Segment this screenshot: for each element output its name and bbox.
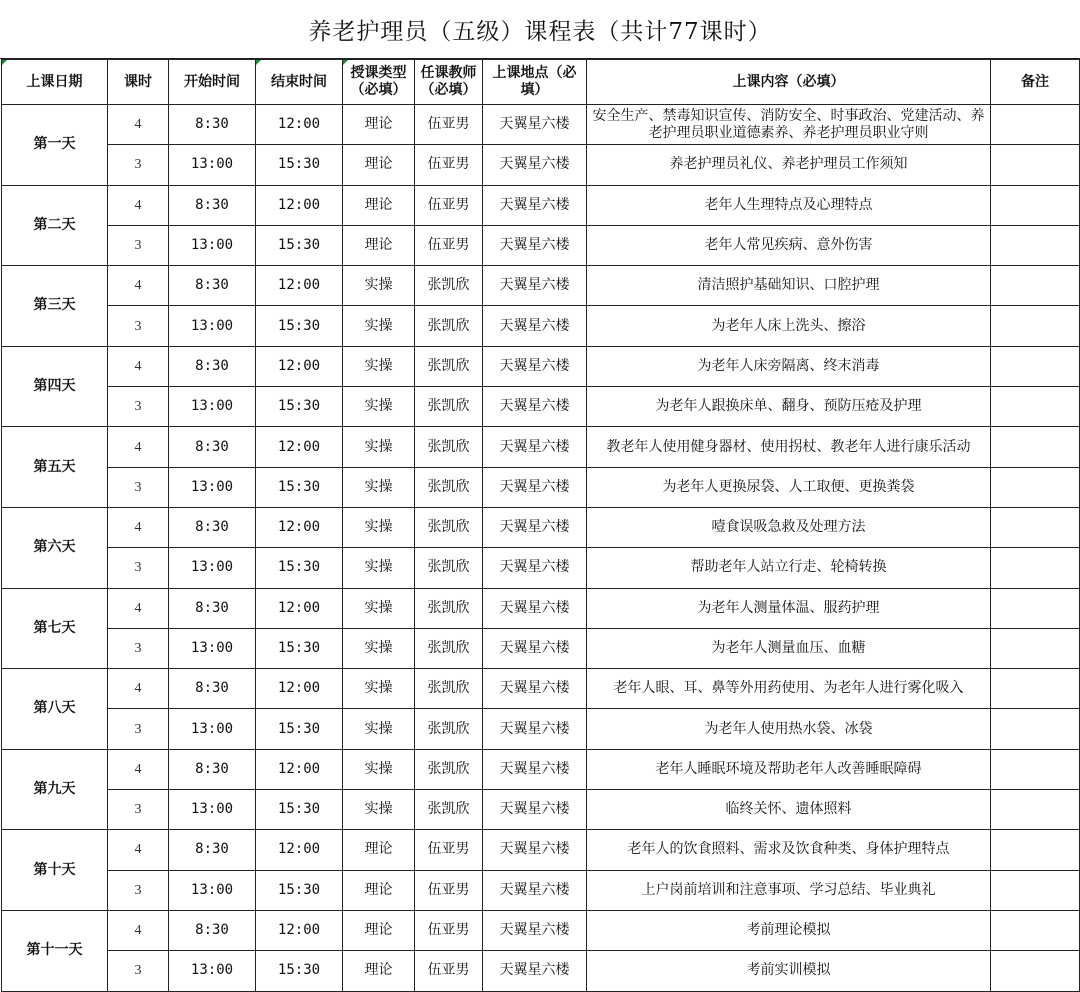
hours-cell: 3 bbox=[108, 548, 169, 588]
hours-cell: 3 bbox=[108, 145, 169, 185]
remarks-cell bbox=[991, 266, 1080, 306]
type-cell: 实操 bbox=[343, 306, 415, 346]
end-cell: 15:30 bbox=[256, 387, 343, 427]
hours-cell: 4 bbox=[108, 910, 169, 950]
hours-cell: 4 bbox=[108, 185, 169, 225]
day-label: 第七天 bbox=[2, 588, 108, 669]
remarks-cell bbox=[991, 588, 1080, 628]
hours-cell: 3 bbox=[108, 467, 169, 507]
table-row bbox=[2, 467, 1080, 507]
location-cell: 天翼星六楼 bbox=[483, 467, 587, 507]
start-cell: 13:00 bbox=[169, 951, 256, 991]
teacher-cell: 伍亚男 bbox=[415, 225, 483, 265]
teacher-cell: 张凯欣 bbox=[415, 467, 483, 507]
teacher-cell: 张凯欣 bbox=[415, 709, 483, 749]
header-start: 开始时间 bbox=[169, 60, 256, 105]
end-cell: 12:00 bbox=[256, 507, 343, 547]
start-cell: 8:30 bbox=[169, 749, 256, 789]
remarks-cell bbox=[991, 105, 1080, 145]
type-cell: 实操 bbox=[343, 790, 415, 830]
table-row bbox=[2, 790, 1080, 830]
type-cell: 实操 bbox=[343, 387, 415, 427]
header-location: 上课地点（必填） bbox=[483, 60, 587, 105]
content-cell: 噎食误吸急救及处理方法 bbox=[587, 507, 991, 547]
remarks-cell bbox=[991, 145, 1080, 185]
start-cell: 13:00 bbox=[169, 790, 256, 830]
remarks-cell bbox=[991, 507, 1080, 547]
end-cell: 15:30 bbox=[256, 145, 343, 185]
table-row bbox=[2, 225, 1080, 265]
type-cell: 理论 bbox=[343, 910, 415, 950]
page-title: 养老护理员（五级）课程表（共计77课时） bbox=[0, 0, 1080, 59]
type-cell: 实操 bbox=[343, 346, 415, 386]
remarks-cell bbox=[991, 225, 1080, 265]
teacher-cell: 张凯欣 bbox=[415, 387, 483, 427]
day-label: 第五天 bbox=[2, 427, 108, 508]
content-cell: 为老年人跟换床单、翻身、预防压疮及护理 bbox=[587, 387, 991, 427]
start-cell: 13:00 bbox=[169, 145, 256, 185]
day-label: 第一天 bbox=[2, 105, 108, 186]
remarks-cell bbox=[991, 749, 1080, 789]
content-cell: 为老年人使用热水袋、冰袋 bbox=[587, 709, 991, 749]
content-cell: 为老年人测量体温、服药护理 bbox=[587, 588, 991, 628]
type-cell: 理论 bbox=[343, 225, 415, 265]
end-cell: 12:00 bbox=[256, 427, 343, 467]
content-cell: 上户岗前培训和注意事项、学习总结、毕业典礼 bbox=[587, 870, 991, 910]
teacher-cell: 张凯欣 bbox=[415, 548, 483, 588]
table-row bbox=[2, 306, 1080, 346]
teacher-cell: 伍亚男 bbox=[415, 105, 483, 145]
day-label: 第十天 bbox=[2, 830, 108, 911]
location-cell: 天翼星六楼 bbox=[483, 427, 587, 467]
location-cell: 天翼星六楼 bbox=[483, 709, 587, 749]
end-cell: 12:00 bbox=[256, 266, 343, 306]
end-cell: 12:00 bbox=[256, 588, 343, 628]
hours-cell: 3 bbox=[108, 225, 169, 265]
type-cell: 实操 bbox=[343, 548, 415, 588]
table-row bbox=[2, 709, 1080, 749]
type-cell: 实操 bbox=[343, 427, 415, 467]
type-cell: 实操 bbox=[343, 588, 415, 628]
location-cell: 天翼星六楼 bbox=[483, 507, 587, 547]
start-cell: 13:00 bbox=[169, 548, 256, 588]
hours-cell: 4 bbox=[108, 507, 169, 547]
hours-cell: 3 bbox=[108, 709, 169, 749]
hours-cell: 4 bbox=[108, 105, 169, 145]
remarks-cell bbox=[991, 387, 1080, 427]
location-cell: 天翼星六楼 bbox=[483, 145, 587, 185]
remarks-cell bbox=[991, 185, 1080, 225]
remarks-cell bbox=[991, 669, 1080, 709]
hours-cell: 3 bbox=[108, 306, 169, 346]
content-cell: 老年人眼、耳、鼻等外用药使用、为老年人进行雾化吸入 bbox=[587, 669, 991, 709]
end-cell: 12:00 bbox=[256, 669, 343, 709]
day-label: 第三天 bbox=[2, 266, 108, 347]
remarks-cell bbox=[991, 790, 1080, 830]
end-cell: 15:30 bbox=[256, 628, 343, 668]
table-row bbox=[2, 870, 1080, 910]
hours-cell: 3 bbox=[108, 628, 169, 668]
table-row bbox=[2, 830, 1080, 870]
type-cell: 实操 bbox=[343, 467, 415, 507]
end-cell: 12:00 bbox=[256, 346, 343, 386]
teacher-cell: 张凯欣 bbox=[415, 346, 483, 386]
start-cell: 13:00 bbox=[169, 387, 256, 427]
header-date: 上课日期 bbox=[2, 60, 108, 105]
schedule-table bbox=[1, 59, 1080, 992]
type-cell: 实操 bbox=[343, 628, 415, 668]
end-cell: 12:00 bbox=[256, 910, 343, 950]
location-cell: 天翼星六楼 bbox=[483, 790, 587, 830]
location-cell: 天翼星六楼 bbox=[483, 870, 587, 910]
location-cell: 天翼星六楼 bbox=[483, 387, 587, 427]
teacher-cell: 张凯欣 bbox=[415, 669, 483, 709]
hours-cell: 4 bbox=[108, 346, 169, 386]
day-label: 第十一天 bbox=[2, 910, 108, 991]
remarks-cell bbox=[991, 910, 1080, 950]
content-cell: 为老年人床上洗头、擦浴 bbox=[587, 306, 991, 346]
start-cell: 13:00 bbox=[169, 225, 256, 265]
start-cell: 8:30 bbox=[169, 185, 256, 225]
table-row bbox=[2, 749, 1080, 789]
start-cell: 8:30 bbox=[169, 346, 256, 386]
start-cell: 8:30 bbox=[169, 427, 256, 467]
location-cell: 天翼星六楼 bbox=[483, 951, 587, 991]
table-row bbox=[2, 951, 1080, 991]
teacher-cell: 张凯欣 bbox=[415, 749, 483, 789]
location-cell: 天翼星六楼 bbox=[483, 628, 587, 668]
end-cell: 15:30 bbox=[256, 548, 343, 588]
start-cell: 8:30 bbox=[169, 588, 256, 628]
type-cell: 理论 bbox=[343, 830, 415, 870]
location-cell: 天翼星六楼 bbox=[483, 185, 587, 225]
remarks-cell bbox=[991, 830, 1080, 870]
location-cell: 天翼星六楼 bbox=[483, 588, 587, 628]
day-label: 第六天 bbox=[2, 507, 108, 588]
teacher-cell: 张凯欣 bbox=[415, 628, 483, 668]
table-row bbox=[2, 185, 1080, 225]
hours-cell: 3 bbox=[108, 387, 169, 427]
hours-cell: 4 bbox=[108, 266, 169, 306]
teacher-cell: 张凯欣 bbox=[415, 790, 483, 830]
content-cell: 安全生产、禁毒知识宣传、消防安全、时事政治、党建活动、养老护理员职业道德素养、养老护理员职业守则 bbox=[587, 105, 991, 145]
teacher-cell: 张凯欣 bbox=[415, 507, 483, 547]
location-cell: 天翼星六楼 bbox=[483, 830, 587, 870]
content-cell: 老年人的饮食照料、需求及饮食种类、身体护理特点 bbox=[587, 830, 991, 870]
header-teacher: 任课教师（必填） bbox=[415, 60, 483, 105]
schedule-body bbox=[2, 105, 1080, 992]
remarks-cell bbox=[991, 628, 1080, 668]
table-row bbox=[2, 548, 1080, 588]
type-cell: 实操 bbox=[343, 507, 415, 547]
day-label: 第九天 bbox=[2, 749, 108, 830]
header-end: 结束时间 bbox=[256, 60, 343, 105]
location-cell: 天翼星六楼 bbox=[483, 910, 587, 950]
content-cell: 教老年人使用健身器材、使用拐杖、教老年人进行康乐活动 bbox=[587, 427, 991, 467]
table-row bbox=[2, 628, 1080, 668]
table-row bbox=[2, 346, 1080, 386]
content-cell: 清洁照护基础知识、口腔护理 bbox=[587, 266, 991, 306]
remarks-cell bbox=[991, 548, 1080, 588]
hours-cell: 3 bbox=[108, 951, 169, 991]
location-cell: 天翼星六楼 bbox=[483, 105, 587, 145]
end-cell: 15:30 bbox=[256, 306, 343, 346]
start-cell: 13:00 bbox=[169, 467, 256, 507]
header-type: 授课类型（必填） bbox=[343, 60, 415, 105]
content-cell: 老年人生理特点及心理特点 bbox=[587, 185, 991, 225]
type-cell: 实操 bbox=[343, 669, 415, 709]
teacher-cell: 张凯欣 bbox=[415, 588, 483, 628]
type-cell: 实操 bbox=[343, 749, 415, 789]
remarks-cell bbox=[991, 709, 1080, 749]
header-content: 上课内容（必填） bbox=[587, 60, 991, 105]
end-cell: 15:30 bbox=[256, 709, 343, 749]
start-cell: 8:30 bbox=[169, 105, 256, 145]
teacher-cell: 张凯欣 bbox=[415, 266, 483, 306]
table-row bbox=[2, 910, 1080, 950]
teacher-cell: 伍亚男 bbox=[415, 870, 483, 910]
hours-cell: 4 bbox=[108, 588, 169, 628]
teacher-cell: 张凯欣 bbox=[415, 427, 483, 467]
type-cell: 实操 bbox=[343, 709, 415, 749]
start-cell: 13:00 bbox=[169, 709, 256, 749]
start-cell: 8:30 bbox=[169, 669, 256, 709]
location-cell: 天翼星六楼 bbox=[483, 266, 587, 306]
type-cell: 理论 bbox=[343, 951, 415, 991]
table-row bbox=[2, 588, 1080, 628]
table-row bbox=[2, 507, 1080, 547]
day-label: 第八天 bbox=[2, 669, 108, 750]
remarks-cell bbox=[991, 427, 1080, 467]
content-cell: 老年人睡眠环境及帮助老年人改善睡眠障碍 bbox=[587, 749, 991, 789]
content-cell: 考前实训模拟 bbox=[587, 951, 991, 991]
table-row bbox=[2, 427, 1080, 467]
start-cell: 13:00 bbox=[169, 870, 256, 910]
type-cell: 理论 bbox=[343, 105, 415, 145]
remarks-cell bbox=[991, 467, 1080, 507]
start-cell: 8:30 bbox=[169, 830, 256, 870]
content-cell: 临终关怀、遗体照料 bbox=[587, 790, 991, 830]
end-cell: 12:00 bbox=[256, 105, 343, 145]
hours-cell: 4 bbox=[108, 427, 169, 467]
teacher-cell: 伍亚男 bbox=[415, 910, 483, 950]
content-cell: 考前理论模拟 bbox=[587, 910, 991, 950]
teacher-cell: 伍亚男 bbox=[415, 185, 483, 225]
table-row bbox=[2, 266, 1080, 306]
cell-marker-icon bbox=[256, 60, 261, 65]
hours-cell: 4 bbox=[108, 749, 169, 789]
location-cell: 天翼星六楼 bbox=[483, 669, 587, 709]
table-row bbox=[2, 105, 1080, 145]
header-hours: 课时 bbox=[108, 60, 169, 105]
content-cell: 养老护理员礼仪、养老护理员工作须知 bbox=[587, 145, 991, 185]
end-cell: 15:30 bbox=[256, 225, 343, 265]
cell-marker-icon bbox=[2, 60, 7, 65]
end-cell: 12:00 bbox=[256, 749, 343, 789]
start-cell: 13:00 bbox=[169, 628, 256, 668]
type-cell: 实操 bbox=[343, 266, 415, 306]
teacher-cell: 张凯欣 bbox=[415, 306, 483, 346]
teacher-cell: 伍亚男 bbox=[415, 951, 483, 991]
content-cell: 为老年人床旁隔离、终末消毒 bbox=[587, 346, 991, 386]
location-cell: 天翼星六楼 bbox=[483, 548, 587, 588]
header-remarks: 备注 bbox=[991, 60, 1080, 105]
start-cell: 13:00 bbox=[169, 306, 256, 346]
end-cell: 15:30 bbox=[256, 790, 343, 830]
start-cell: 8:30 bbox=[169, 910, 256, 950]
content-cell: 为老年人测量血压、血糖 bbox=[587, 628, 991, 668]
content-cell: 老年人常见疾病、意外伤害 bbox=[587, 225, 991, 265]
end-cell: 12:00 bbox=[256, 830, 343, 870]
remarks-cell bbox=[991, 346, 1080, 386]
hours-cell: 4 bbox=[108, 830, 169, 870]
type-cell: 理论 bbox=[343, 870, 415, 910]
end-cell: 15:30 bbox=[256, 467, 343, 507]
day-label: 第四天 bbox=[2, 346, 108, 427]
type-cell: 理论 bbox=[343, 145, 415, 185]
start-cell: 8:30 bbox=[169, 507, 256, 547]
location-cell: 天翼星六楼 bbox=[483, 346, 587, 386]
hours-cell: 3 bbox=[108, 790, 169, 830]
remarks-cell bbox=[991, 306, 1080, 346]
table-row bbox=[2, 387, 1080, 427]
location-cell: 天翼星六楼 bbox=[483, 749, 587, 789]
hours-cell: 4 bbox=[108, 669, 169, 709]
teacher-cell: 伍亚男 bbox=[415, 830, 483, 870]
cell-marker-icon bbox=[343, 60, 348, 65]
start-cell: 8:30 bbox=[169, 266, 256, 306]
hours-cell: 3 bbox=[108, 870, 169, 910]
end-cell: 12:00 bbox=[256, 185, 343, 225]
location-cell: 天翼星六楼 bbox=[483, 306, 587, 346]
location-cell: 天翼星六楼 bbox=[483, 225, 587, 265]
table-row bbox=[2, 145, 1080, 185]
table-row bbox=[2, 669, 1080, 709]
content-cell: 帮助老年人站立行走、轮椅转换 bbox=[587, 548, 991, 588]
remarks-cell bbox=[991, 951, 1080, 991]
teacher-cell: 伍亚男 bbox=[415, 145, 483, 185]
content-cell: 为老年人更换尿袋、人工取便、更换粪袋 bbox=[587, 467, 991, 507]
day-label: 第二天 bbox=[2, 185, 108, 266]
end-cell: 15:30 bbox=[256, 951, 343, 991]
remarks-cell bbox=[991, 870, 1080, 910]
end-cell: 15:30 bbox=[256, 870, 343, 910]
type-cell: 理论 bbox=[343, 185, 415, 225]
header-row bbox=[2, 60, 1080, 105]
